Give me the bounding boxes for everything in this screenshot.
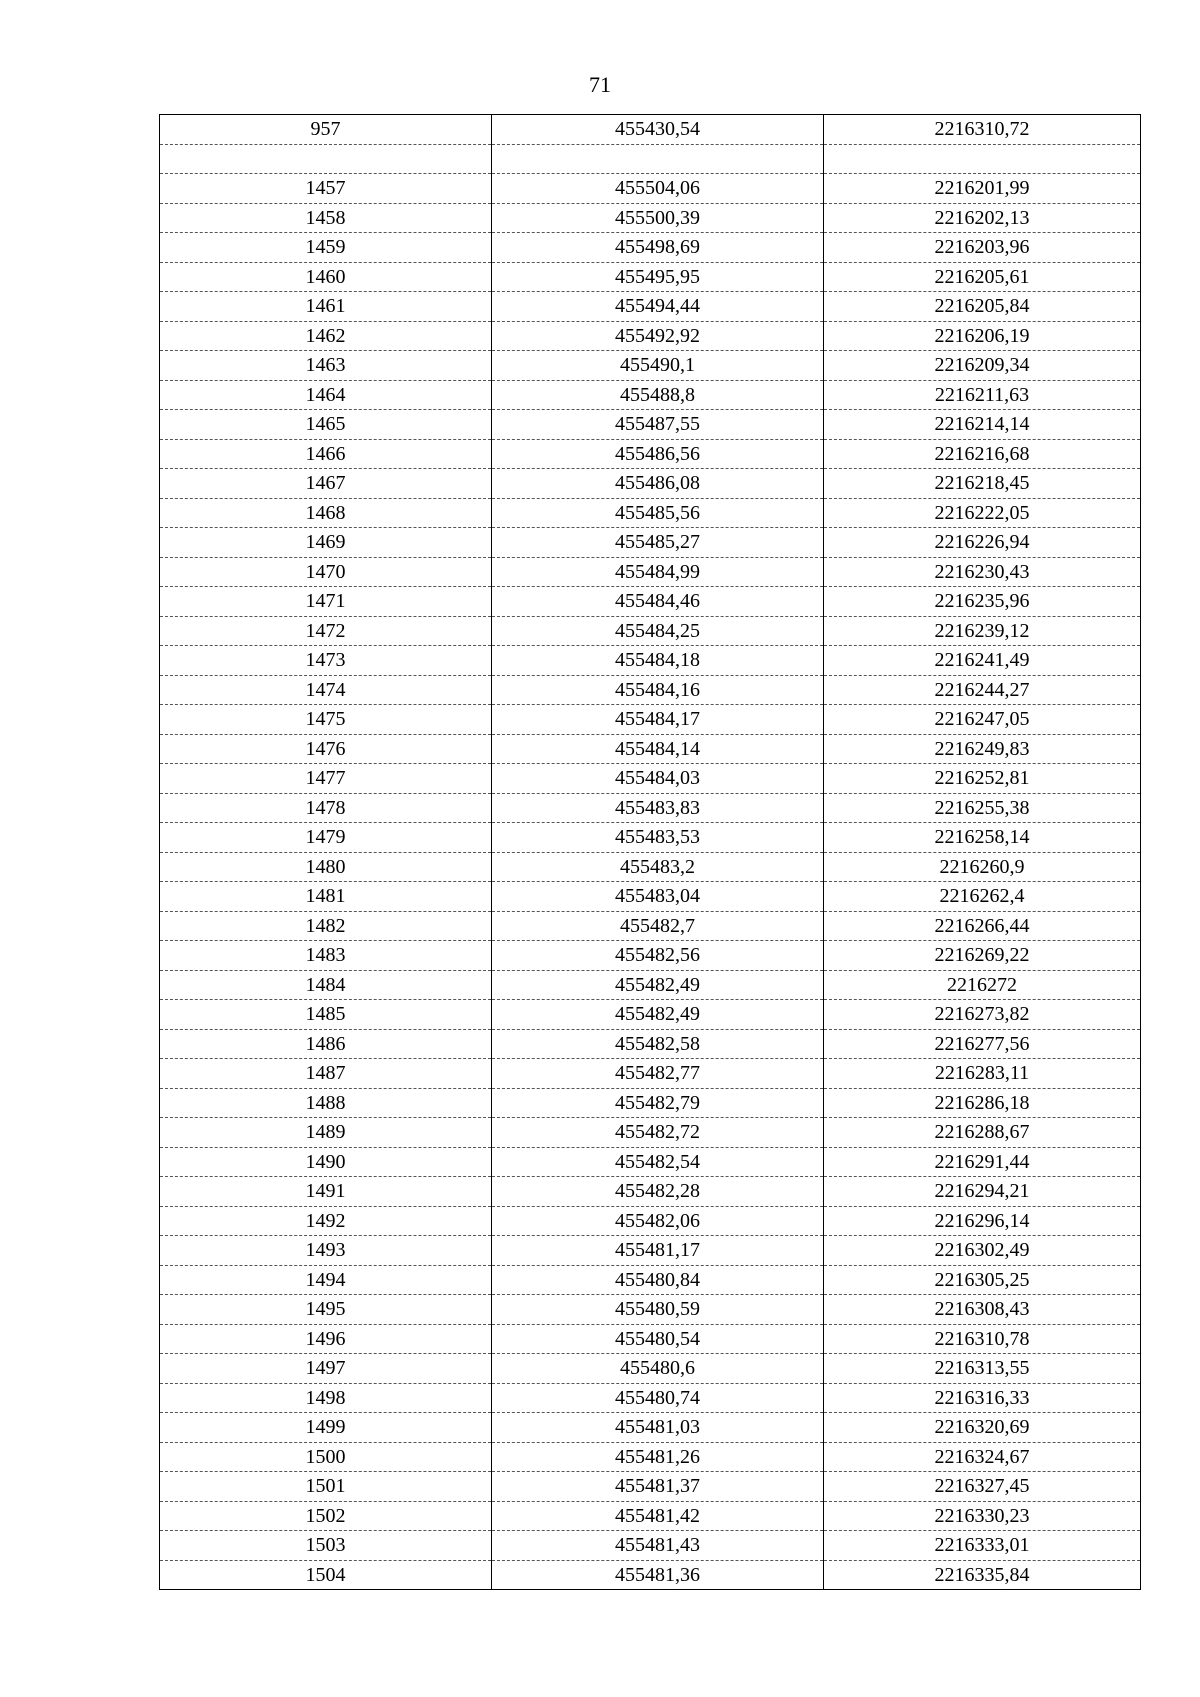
x-coordinate-cell: 455481,26 bbox=[492, 1442, 824, 1472]
y-coordinate-cell: 2216255,38 bbox=[824, 793, 1141, 823]
point-number-cell: 1458 bbox=[160, 203, 492, 233]
x-coordinate-cell: 455492,92 bbox=[492, 321, 824, 351]
x-coordinate-cell: 455483,2 bbox=[492, 852, 824, 882]
point-number-cell: 1474 bbox=[160, 675, 492, 705]
x-coordinate-cell: 455481,43 bbox=[492, 1531, 824, 1561]
point-number-cell: 1473 bbox=[160, 646, 492, 676]
x-coordinate-cell: 455485,27 bbox=[492, 528, 824, 558]
point-number-cell: 1457 bbox=[160, 174, 492, 204]
table-row bbox=[160, 1118, 1141, 1148]
y-coordinate-cell: 2216201,99 bbox=[824, 174, 1141, 204]
x-coordinate-cell: 455482,72 bbox=[492, 1118, 824, 1148]
table-row bbox=[160, 1088, 1141, 1118]
x-coordinate-cell: 455485,56 bbox=[492, 498, 824, 528]
table-row bbox=[160, 1206, 1141, 1236]
table-row bbox=[160, 498, 1141, 528]
x-coordinate-cell: 455484,03 bbox=[492, 764, 824, 794]
table-row bbox=[160, 764, 1141, 794]
x-coordinate-cell: 455480,84 bbox=[492, 1265, 824, 1295]
point-number-cell: 1485 bbox=[160, 1000, 492, 1030]
point-number-cell: 1475 bbox=[160, 705, 492, 735]
page-number: 71 bbox=[589, 72, 611, 97]
point-number-cell: 1479 bbox=[160, 823, 492, 853]
y-coordinate-cell: 2216316,33 bbox=[824, 1383, 1141, 1413]
y-coordinate-cell: 2216313,55 bbox=[824, 1354, 1141, 1384]
x-coordinate-cell: 455500,39 bbox=[492, 203, 824, 233]
point-number-cell: 1462 bbox=[160, 321, 492, 351]
y-coordinate-cell: 2216205,84 bbox=[824, 292, 1141, 322]
point-number-cell: 1463 bbox=[160, 351, 492, 381]
table-row bbox=[160, 970, 1141, 1000]
point-number-cell: 1486 bbox=[160, 1029, 492, 1059]
point-number-cell: 1483 bbox=[160, 941, 492, 971]
table-row bbox=[160, 528, 1141, 558]
y-coordinate-cell: 2216241,49 bbox=[824, 646, 1141, 676]
x-coordinate-cell: 455482,77 bbox=[492, 1059, 824, 1089]
point-number-cell: 1492 bbox=[160, 1206, 492, 1236]
point-number-cell: 1460 bbox=[160, 262, 492, 292]
y-coordinate-cell: 2216277,56 bbox=[824, 1029, 1141, 1059]
point-number-cell: 1499 bbox=[160, 1413, 492, 1443]
point-number-cell: 957 bbox=[160, 115, 492, 145]
table-row bbox=[160, 911, 1141, 941]
point-number-cell: 1484 bbox=[160, 970, 492, 1000]
point-number-cell: 1468 bbox=[160, 498, 492, 528]
point-number-cell: 1481 bbox=[160, 882, 492, 912]
y-coordinate-cell: 2216235,96 bbox=[824, 587, 1141, 617]
y-coordinate-cell: 2216272 bbox=[824, 970, 1141, 1000]
y-coordinate-cell: 2216308,43 bbox=[824, 1295, 1141, 1325]
point-number-cell: 1471 bbox=[160, 587, 492, 617]
point-number-cell: 1464 bbox=[160, 380, 492, 410]
y-coordinate-cell: 2216209,34 bbox=[824, 351, 1141, 381]
point-number-cell: 1459 bbox=[160, 233, 492, 263]
table-row bbox=[160, 292, 1141, 322]
y-coordinate-cell: 2216288,67 bbox=[824, 1118, 1141, 1148]
x-coordinate-cell: 455480,59 bbox=[492, 1295, 824, 1325]
x-coordinate-cell: 455490,1 bbox=[492, 351, 824, 381]
y-coordinate-cell: 2216244,27 bbox=[824, 675, 1141, 705]
x-coordinate-cell: 455482,49 bbox=[492, 1000, 824, 1030]
y-coordinate-cell: 2216333,01 bbox=[824, 1531, 1141, 1561]
y-coordinate-cell: 2216249,83 bbox=[824, 734, 1141, 764]
x-coordinate-cell: 455486,56 bbox=[492, 439, 824, 469]
table-row bbox=[160, 882, 1141, 912]
table-row bbox=[160, 469, 1141, 499]
x-coordinate-cell: 455481,42 bbox=[492, 1501, 824, 1531]
y-coordinate-cell: 2216262,4 bbox=[824, 882, 1141, 912]
x-coordinate-cell: 455481,36 bbox=[492, 1560, 824, 1590]
y-coordinate-cell: 2216203,96 bbox=[824, 233, 1141, 263]
y-coordinate-cell: 2216296,14 bbox=[824, 1206, 1141, 1236]
table-row bbox=[160, 1442, 1141, 1472]
point-number-cell: 1500 bbox=[160, 1442, 492, 1472]
table-row bbox=[160, 587, 1141, 617]
point-number-cell: 1470 bbox=[160, 557, 492, 587]
point-number-cell: 1502 bbox=[160, 1501, 492, 1531]
x-coordinate-cell: 455482,28 bbox=[492, 1177, 824, 1207]
point-number-cell: 1488 bbox=[160, 1088, 492, 1118]
point-number-cell bbox=[160, 144, 492, 174]
y-coordinate-cell: 2216218,45 bbox=[824, 469, 1141, 499]
table-row bbox=[160, 675, 1141, 705]
table-row bbox=[160, 439, 1141, 469]
x-coordinate-cell: 455504,06 bbox=[492, 174, 824, 204]
x-coordinate-cell: 455486,08 bbox=[492, 469, 824, 499]
y-coordinate-cell: 2216202,13 bbox=[824, 203, 1141, 233]
y-coordinate-cell: 2216294,21 bbox=[824, 1177, 1141, 1207]
table-row bbox=[160, 1324, 1141, 1354]
y-coordinate-cell: 2216216,68 bbox=[824, 439, 1141, 469]
point-number-cell: 1478 bbox=[160, 793, 492, 823]
table-row bbox=[160, 823, 1141, 853]
x-coordinate-cell: 455483,04 bbox=[492, 882, 824, 912]
y-coordinate-cell: 2216273,82 bbox=[824, 1000, 1141, 1030]
table-row bbox=[160, 1501, 1141, 1531]
x-coordinate-cell: 455480,54 bbox=[492, 1324, 824, 1354]
x-coordinate-cell bbox=[492, 144, 824, 174]
table-row bbox=[160, 351, 1141, 381]
x-coordinate-cell: 455481,37 bbox=[492, 1472, 824, 1502]
x-coordinate-cell: 455484,99 bbox=[492, 557, 824, 587]
point-number-cell: 1501 bbox=[160, 1472, 492, 1502]
table-row bbox=[160, 852, 1141, 882]
y-coordinate-cell: 2216269,22 bbox=[824, 941, 1141, 971]
table-row bbox=[160, 1413, 1141, 1443]
point-number-cell: 1476 bbox=[160, 734, 492, 764]
y-coordinate-cell: 2216205,61 bbox=[824, 262, 1141, 292]
y-coordinate-cell: 2216266,44 bbox=[824, 911, 1141, 941]
x-coordinate-cell: 455484,25 bbox=[492, 616, 824, 646]
y-coordinate-cell: 2216302,49 bbox=[824, 1236, 1141, 1266]
x-coordinate-cell: 455482,06 bbox=[492, 1206, 824, 1236]
point-number-cell: 1491 bbox=[160, 1177, 492, 1207]
table-row bbox=[160, 262, 1141, 292]
point-number-cell: 1477 bbox=[160, 764, 492, 794]
table-row bbox=[160, 380, 1141, 410]
y-coordinate-cell: 2216258,14 bbox=[824, 823, 1141, 853]
point-number-cell: 1466 bbox=[160, 439, 492, 469]
x-coordinate-cell: 455494,44 bbox=[492, 292, 824, 322]
x-coordinate-cell: 455482,54 bbox=[492, 1147, 824, 1177]
table-row bbox=[160, 203, 1141, 233]
point-number-cell: 1472 bbox=[160, 616, 492, 646]
table-row bbox=[160, 144, 1141, 174]
y-coordinate-cell: 2216305,25 bbox=[824, 1265, 1141, 1295]
y-coordinate-cell: 2216286,18 bbox=[824, 1088, 1141, 1118]
y-coordinate-cell: 2216230,43 bbox=[824, 557, 1141, 587]
y-coordinate-cell: 2216252,81 bbox=[824, 764, 1141, 794]
x-coordinate-cell: 455483,83 bbox=[492, 793, 824, 823]
y-coordinate-cell: 2216335,84 bbox=[824, 1560, 1141, 1590]
table-row bbox=[160, 1147, 1141, 1177]
table-row bbox=[160, 115, 1141, 145]
table-row bbox=[160, 1560, 1141, 1590]
point-number-cell: 1503 bbox=[160, 1531, 492, 1561]
point-number-cell: 1465 bbox=[160, 410, 492, 440]
table-row bbox=[160, 1059, 1141, 1089]
x-coordinate-cell: 455482,7 bbox=[492, 911, 824, 941]
y-coordinate-cell: 2216206,19 bbox=[824, 321, 1141, 351]
x-coordinate-cell: 455481,03 bbox=[492, 1413, 824, 1443]
table-row bbox=[160, 1177, 1141, 1207]
x-coordinate-cell: 455481,17 bbox=[492, 1236, 824, 1266]
x-coordinate-cell: 455482,56 bbox=[492, 941, 824, 971]
x-coordinate-cell: 455484,16 bbox=[492, 675, 824, 705]
table-row bbox=[160, 1383, 1141, 1413]
y-coordinate-cell: 2216283,11 bbox=[824, 1059, 1141, 1089]
y-coordinate-cell: 2216260,9 bbox=[824, 852, 1141, 882]
x-coordinate-cell: 455482,58 bbox=[492, 1029, 824, 1059]
table-row bbox=[160, 1000, 1141, 1030]
y-coordinate-cell: 2216214,14 bbox=[824, 410, 1141, 440]
x-coordinate-cell: 455498,69 bbox=[492, 233, 824, 263]
table-row bbox=[160, 1295, 1141, 1325]
x-coordinate-cell: 455482,49 bbox=[492, 970, 824, 1000]
x-coordinate-cell: 455484,46 bbox=[492, 587, 824, 617]
x-coordinate-cell: 455482,79 bbox=[492, 1088, 824, 1118]
x-coordinate-cell: 455484,18 bbox=[492, 646, 824, 676]
y-coordinate-cell: 2216310,72 bbox=[824, 115, 1141, 145]
x-coordinate-cell: 455430,54 bbox=[492, 115, 824, 145]
table-row bbox=[160, 1531, 1141, 1561]
point-number-cell: 1495 bbox=[160, 1295, 492, 1325]
point-number-cell: 1498 bbox=[160, 1383, 492, 1413]
point-number-cell: 1497 bbox=[160, 1354, 492, 1384]
point-number-cell: 1490 bbox=[160, 1147, 492, 1177]
point-number-cell: 1493 bbox=[160, 1236, 492, 1266]
x-coordinate-cell: 455488,8 bbox=[492, 380, 824, 410]
y-coordinate-cell: 2216239,12 bbox=[824, 616, 1141, 646]
x-coordinate-cell: 455495,95 bbox=[492, 262, 824, 292]
point-number-cell: 1489 bbox=[160, 1118, 492, 1148]
point-number-cell: 1494 bbox=[160, 1265, 492, 1295]
point-number-cell: 1487 bbox=[160, 1059, 492, 1089]
table-row bbox=[160, 410, 1141, 440]
table-row bbox=[160, 705, 1141, 735]
table-row bbox=[160, 1029, 1141, 1059]
point-number-cell: 1461 bbox=[160, 292, 492, 322]
y-coordinate-cell: 2216324,67 bbox=[824, 1442, 1141, 1472]
point-number-cell: 1496 bbox=[160, 1324, 492, 1354]
table-row bbox=[160, 1265, 1141, 1295]
y-coordinate-cell: 2216247,05 bbox=[824, 705, 1141, 735]
y-coordinate-cell: 2216222,05 bbox=[824, 498, 1141, 528]
table-row bbox=[160, 793, 1141, 823]
y-coordinate-cell: 2216327,45 bbox=[824, 1472, 1141, 1502]
y-coordinate-cell: 2216320,69 bbox=[824, 1413, 1141, 1443]
y-coordinate-cell: 2216291,44 bbox=[824, 1147, 1141, 1177]
table-row bbox=[160, 1472, 1141, 1502]
table-row bbox=[160, 321, 1141, 351]
x-coordinate-cell: 455480,6 bbox=[492, 1354, 824, 1384]
table-row bbox=[160, 616, 1141, 646]
point-number-cell: 1482 bbox=[160, 911, 492, 941]
coordinates-table bbox=[159, 114, 1141, 1590]
point-number-cell: 1504 bbox=[160, 1560, 492, 1590]
coordinates-table-body bbox=[160, 115, 1141, 1590]
table-row bbox=[160, 1236, 1141, 1266]
table-row bbox=[160, 233, 1141, 263]
y-coordinate-cell: 2216211,63 bbox=[824, 380, 1141, 410]
x-coordinate-cell: 455483,53 bbox=[492, 823, 824, 853]
point-number-cell: 1467 bbox=[160, 469, 492, 499]
table-row bbox=[160, 557, 1141, 587]
point-number-cell: 1480 bbox=[160, 852, 492, 882]
x-coordinate-cell: 455484,14 bbox=[492, 734, 824, 764]
y-coordinate-cell: 2216310,78 bbox=[824, 1324, 1141, 1354]
table-row bbox=[160, 941, 1141, 971]
table-row bbox=[160, 734, 1141, 764]
y-coordinate-cell bbox=[824, 144, 1141, 174]
y-coordinate-cell: 2216226,94 bbox=[824, 528, 1141, 558]
x-coordinate-cell: 455484,17 bbox=[492, 705, 824, 735]
y-coordinate-cell: 2216330,23 bbox=[824, 1501, 1141, 1531]
table-row bbox=[160, 174, 1141, 204]
x-coordinate-cell: 455487,55 bbox=[492, 410, 824, 440]
table-row bbox=[160, 1354, 1141, 1384]
point-number-cell: 1469 bbox=[160, 528, 492, 558]
table-row bbox=[160, 646, 1141, 676]
x-coordinate-cell: 455480,74 bbox=[492, 1383, 824, 1413]
